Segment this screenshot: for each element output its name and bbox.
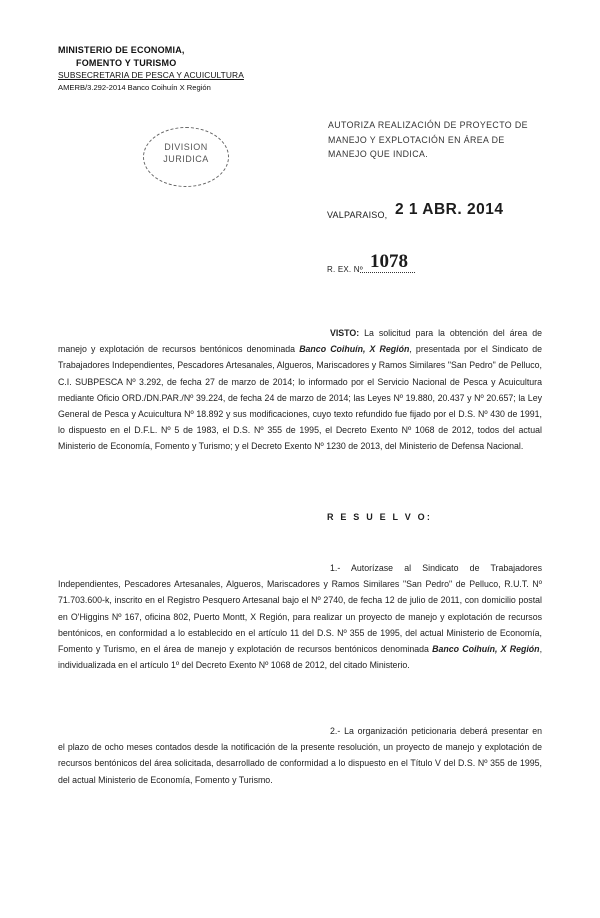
visto-text-part2: , presentada por el Sindicato de Trabajadores Independientes, Pescadores Artesanales, Algueros, Mariscadores y Ramos Similares "San Pedro" de Pelluco, C.I. SUBPESCA Nº 3.292, de fecha 27 de marzo de 2014; lo informado por el Servicio Nacional de Pesca y Acuicultura mediante Oficio ORD./DN.PAR./Nº 39.224, de fecha 24 de marzo de 2014; las Leyes Nº 19.880, 20.437 y Nº 20.657; la Ley General de Pesca y Acuicultura Nº 18.892 y sus modificaciones, cuyo texto refundido fue fijado por el D.S. Nº 430 de 1991, lo dispuesto en el D.F.L. Nº 5 de 1983, el D.S. Nº 355 de 1995, el Decreto Exento Nº 1068 de 2012, todos del actual Ministerio de Economía, Fomento y Turismo; y el Decreto Exento Nº 1230 de 2013, del Ministerio de Defensa Nacional.	[58, 344, 543, 452]
rex-underline	[360, 272, 415, 273]
date-label: VALPARAISO,	[327, 210, 388, 220]
visto-text-part1: La solicitud para la obtención del área de manejo y explotación de recursos bentónicos denominada	[58, 328, 542, 355]
resuelvo-item-1	[58, 560, 542, 673]
item1-area-name: Banco Coihuín, X Región	[432, 644, 540, 655]
document-reference: AMERB/3.292-2014 Banco Coihuín X Región	[58, 82, 211, 92]
letterhead	[58, 44, 258, 94]
rex-number: 1078	[370, 251, 408, 272]
rex-label: R. EX. Nº	[327, 265, 363, 274]
visto-paragraph	[58, 325, 542, 455]
resolution-summary: AUTORIZA REALIZACIÓN DE PROYECTO DE MANEJO Y EXPLOTACIÓN EN ÁREA DE MANEJO QUE INDICA.	[328, 120, 528, 159]
ministry-name-line2: FOMENTO Y TURISMO	[76, 57, 177, 68]
item2-number: 2.-	[330, 726, 341, 736]
item1-text-part1: Autorízase al Sindicato de Trabajadores Independientes, Pescadores Artesanales, Algueros, Mariscadores y Ramos Similares "San Pedro" de Pelluco, R.U.T. Nº 71.703.600-k, inscrito en el Registro Pesquero Artesanal bajo el Nº 2740, de fecha 12 de julio de 2011, con domicilio postal en O'Higgins Nº 167, oficina 802, Puerto Montt, X Región, para realizar un proyecto de manejo y explotación de recursos bentónicos, en conformidad a lo establecido en el artículo 11 del D.S. Nº 355 de 1995, del actual Ministerio de Economía, Fomento y Turismo, en el área de manejo y explotación de recursos bentónicos denominada	[58, 563, 542, 655]
stamp-line2: JURIDICA	[163, 154, 209, 164]
item1-number: 1.-	[330, 563, 341, 573]
resuelvo-heading: R E S U E L V O:	[327, 512, 433, 522]
resuelvo-item-2	[58, 723, 542, 788]
visto-area-name: Banco Coihuín, X Región	[299, 344, 410, 355]
stamp-line1: DIVISION	[164, 142, 208, 152]
division-juridica-stamp	[143, 127, 229, 187]
visto-label: VISTO:	[330, 328, 360, 338]
subsecretaria-name: SUBSECRETARIA DE PESCA Y ACUICULTURA	[58, 70, 244, 80]
date-stamp: 2 1 ABR. 2014	[395, 201, 504, 218]
item2-text: La organización peticionaria deberá presentar en el plazo de ocho meses contados desde la notificación de la presente resolución, un proyecto de manejo y explotación de recursos bentónicos del área solicitada, desarrollado de conformidad a lo dispuesto en el Título V del D.S. Nº 355 de 1995, del actual Ministerio de Economía, Fomento y Turismo.	[58, 726, 542, 785]
ministry-name-line1: MINISTERIO DE ECONOMIA,	[58, 45, 185, 55]
item1-text-part2: , individualizada en el artículo 1º del Decreto Exento Nº 1068 de 2012, del citado Ministerio.	[58, 644, 543, 671]
